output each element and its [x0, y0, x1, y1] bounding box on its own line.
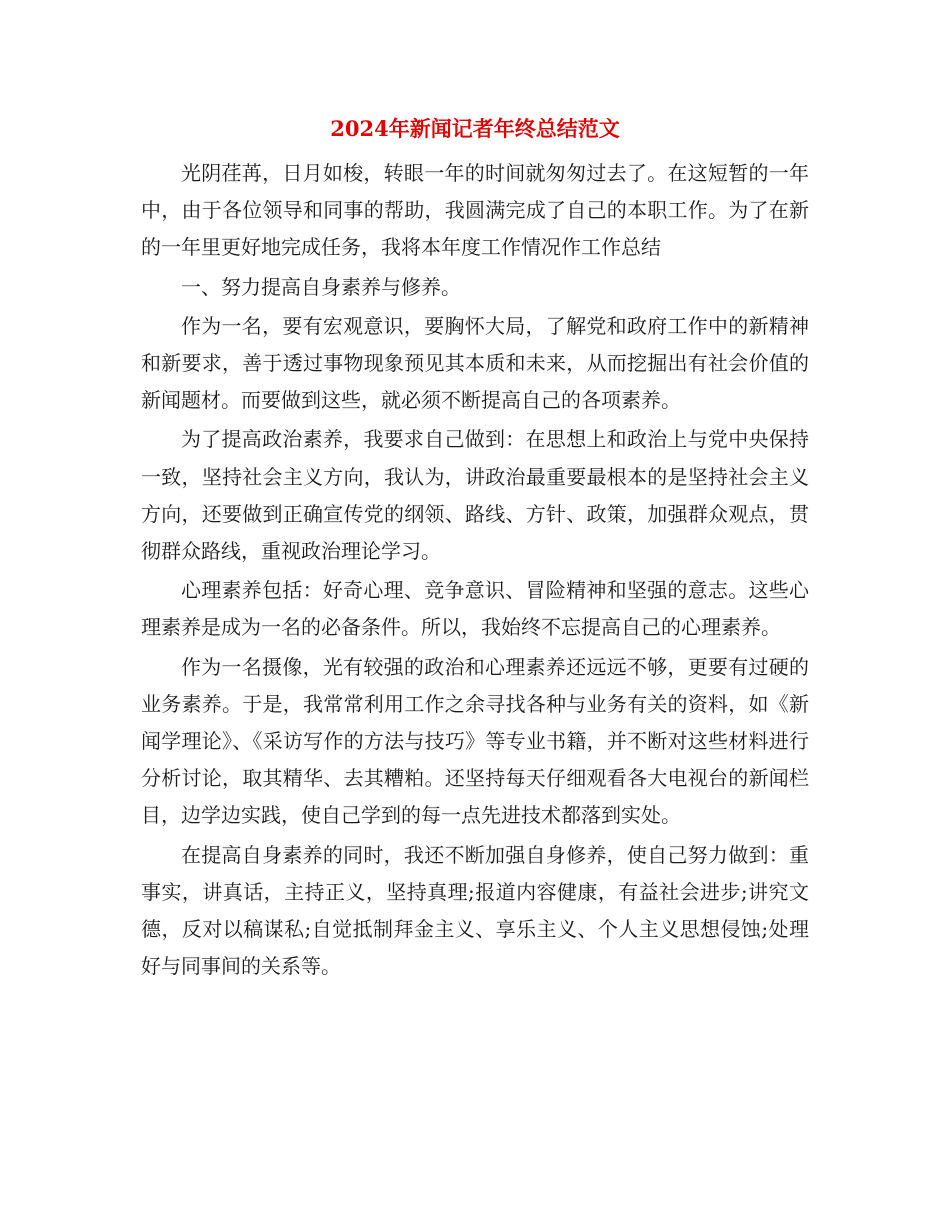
- section-heading-1: 一、努力提高自身素养与修养。: [181, 274, 461, 299]
- document-body: [141, 155, 809, 985]
- paragraph-intro: 光阴荏苒，日月如梭，转眼一年的时间就匆匆过去了。在这短暂的一年中，由于各位领导和同事的帮助，我圆满完成了自己的本职工作。为了在新的一年里更好地完成任务，我将本年度工作情况作工作总结: [141, 161, 809, 260]
- document-title: 2024年新闻记者年终总结范文: [330, 116, 620, 141]
- paragraph-self-cultivation: 在提高自身素养的同时，我还不断加强自身修养，使自己努力做到：重事实，讲真话，主持正义，坚持真理;报道内容健康，有益社会进步;讲究文德，反对以稿谋私;自觉抵制拜金主义、享乐主义、个人主义思想侵蚀;处理好与同事间的关系等。: [141, 842, 809, 979]
- paragraph-macro-awareness: 作为一名，要有宏观意识，要胸怀大局，了解党和政府工作中的新精神和新要求，善于透过事物现象预见其本质和未来，从而挖掘出有社会价值的新闻题材。而要做到这些，就必须不断提高自己的各项素养。: [141, 313, 809, 413]
- paragraph-political-quality: 为了提高政治素养，我要求自己做到：在思想上和政治上与党中央保持一致，坚持社会主义方向，我认为，讲政治最重要最根本的是坚持社会主义方向，还要做到正确宣传党的纲领、路线、方针、政策，加强群众观点，贯彻群众路线，重视政治理论学习。: [141, 427, 809, 564]
- paragraph-psychological-quality: 心理素养包括：好奇心理、竞争意识、冒险精神和坚强的意志。这些心理素养是成为一名的必备条件。所以，我始终不忘提高自己的心理素养。: [141, 578, 809, 640]
- paragraph-professional-quality: 作为一名摄像，光有较强的政治和心理素养还远远不够，更要有过硬的业务素养。于是，我常常利用工作之余寻找各种与业务有关的资料，如《新闻学理论》、《采访写作的方法与技巧》等专业书籍，并不断对这些材料进行分析讨论，取其精华、去其糟粕。还坚持每天仔细观看各大电视台的新闻栏目，边学边实践，使自己学到的每一点先进技术都落到实处。: [141, 654, 809, 828]
